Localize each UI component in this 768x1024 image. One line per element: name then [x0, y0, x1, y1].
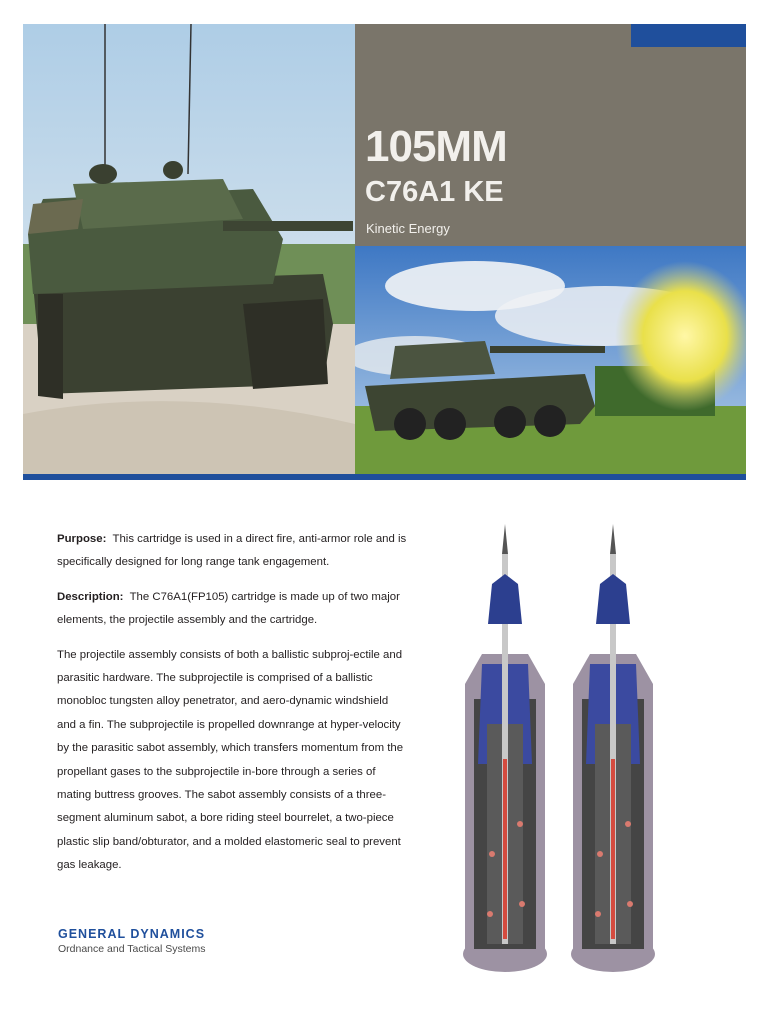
vehicle-photo	[355, 246, 746, 474]
description-label: Description:	[57, 590, 124, 603]
brand-tab	[631, 24, 746, 47]
purpose-paragraph	[57, 528, 407, 575]
company-logo	[58, 928, 205, 955]
section-divider	[23, 474, 746, 480]
description-paragraph	[57, 586, 407, 633]
description-body: The C76A1(FP105) cartridge is made up of two major elements, the projectile assembly and the cartridge.	[57, 590, 400, 627]
description-text	[57, 528, 407, 889]
projectile-paragraph: The projectile assembly consists of both a ballistic subproj-ectile and parasitic hardware. The subprojectile is comprised of a ballistic monobloc tungsten alloy penetrator, and aero-dynamic windshield and a fin. The subprojectile is propelled downrange at hyper-velocity by the parasitic sabot assembly, which transfers momentum from the propellant gases to the subprojectile in-bore through a series of mating buttress grooves. The sabot assembly consists of a three-segment aluminum sabot, a bore riding steel bourrelet, a two-piece plastic slip band/obturator, and a molded elastomeric seal to prevent gas leakage.	[57, 648, 404, 872]
cartridge-diagram-right	[570, 524, 656, 976]
product-type: Kinetic Energy	[366, 221, 450, 236]
purpose-label: Purpose:	[57, 533, 107, 545]
purpose-text: This cartridge is used in a direct fire, anti-armor role and is specifically designed for long range tank engagement.	[57, 533, 407, 569]
company-name: GENERAL DYNAMICS	[58, 927, 206, 941]
product-caliber: 105MM	[365, 122, 507, 171]
tank-photo	[23, 24, 355, 474]
product-model: C76A1 KE	[365, 176, 504, 208]
company-division: Ordnance and Tactical Systems	[58, 942, 206, 955]
cartridge-diagram-left	[462, 524, 548, 976]
